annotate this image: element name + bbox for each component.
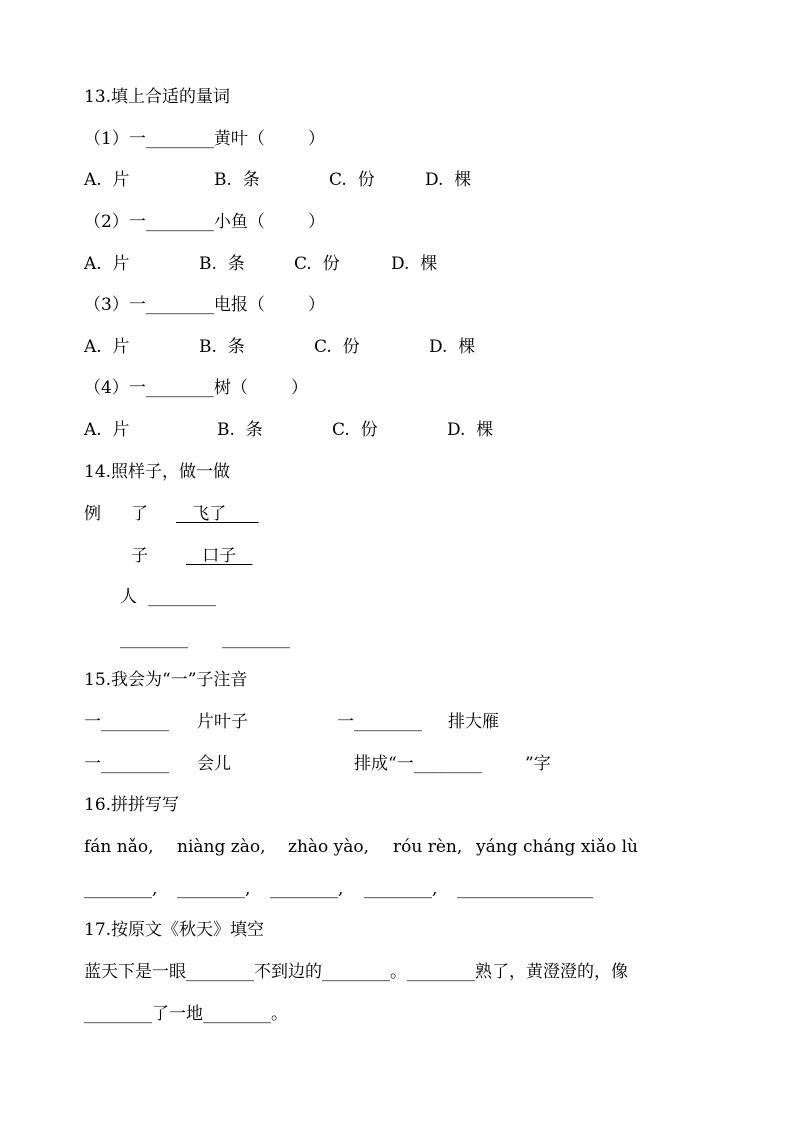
q15-row1-text2: 排大雁 xyxy=(448,712,499,732)
q13-item4-option-a: A. 片 xyxy=(84,420,130,440)
q14-row2-char: 子 xyxy=(131,546,148,566)
q13-item3-option-a: A. 片 xyxy=(84,337,130,357)
q13-item3-option-c: C. 份 xyxy=(314,337,360,357)
q15-row1-text1: 片叶子 xyxy=(197,712,248,732)
q13-title: 13.填上合适的量词 xyxy=(84,87,231,107)
q14-row2-answer: 口子 xyxy=(186,546,253,566)
q16-blank-2[interactable]: ________, xyxy=(177,879,251,899)
q13-item1-option-a: A. 片 xyxy=(84,170,130,190)
q13-item1-option-b: B. 条 xyxy=(214,170,260,190)
q13-item1-option-d: D. 棵 xyxy=(425,170,472,190)
q13-item3-option-b: B. 条 xyxy=(199,337,245,357)
q15-title: 15.我会为“一”子注音 xyxy=(84,670,248,690)
q16-pinyin-1: fán nǎo, xyxy=(84,837,154,857)
q13-item3-stem: （3）一________电报（ ） xyxy=(84,295,326,315)
q14-row1-char: 了 xyxy=(131,504,148,524)
q17-line-2: ________了一地________。 xyxy=(84,1004,288,1024)
q15-row1-blank2[interactable]: 一________ xyxy=(337,712,422,732)
q15-row2-blank2[interactable]: 排成“一________ xyxy=(354,754,482,774)
q13-item2-option-d: D. 棵 xyxy=(391,254,438,274)
q14-row1-answer: 飞了 xyxy=(176,504,259,524)
q13-item4-option-c: C. 份 xyxy=(332,420,378,440)
q16-blank-5[interactable]: ________________ xyxy=(457,879,593,899)
q15-row2-text1: 会儿 xyxy=(197,754,231,774)
q16-pinyin-4: róu rèn, xyxy=(393,837,463,857)
q15-row2-blank1[interactable]: 一________ xyxy=(84,754,169,774)
q13-item4-option-b: B. 条 xyxy=(217,420,263,440)
q16-blank-4[interactable]: ________, xyxy=(364,879,438,899)
q13-item2-stem: （2）一________小鱼（ ） xyxy=(84,212,326,232)
q13-item1-stem: （1）一________黄叶（ ） xyxy=(84,129,326,149)
q17-title: 17.按原文《秋天》填空 xyxy=(84,920,265,940)
q13-item3-option-d: D. 棵 xyxy=(429,337,476,357)
q16-pinyin-5: yáng cháng xiǎo lù xyxy=(476,837,638,857)
q14-row3-answer-blank[interactable]: ________ xyxy=(148,587,216,607)
q14-row3-char: 人 xyxy=(120,587,137,607)
q14-blank-b[interactable]: ________ xyxy=(222,629,290,649)
q16-pinyin-2: niàng zào, xyxy=(177,837,266,857)
q17-line-1: 蓝天下是一眼________不到边的________。________熟了，黄澄澄的，像 xyxy=(84,962,628,982)
q16-blank-3[interactable]: ________, xyxy=(270,879,344,899)
q13-item4-stem: （4）一________树（ ） xyxy=(84,378,309,398)
q13-item4-option-d: D. 棵 xyxy=(447,420,494,440)
q16-pinyin-3: zhào yào, xyxy=(288,837,370,857)
q14-example-label: 例 xyxy=(84,504,101,524)
q13-item2-option-a: A. 片 xyxy=(84,254,130,274)
q16-title: 16.拼拼写写 xyxy=(84,795,180,815)
q13-item2-option-c: C. 份 xyxy=(294,254,340,274)
q15-row1-blank1[interactable]: 一________ xyxy=(84,712,169,732)
q14-blank-a[interactable]: ________ xyxy=(120,629,188,649)
q16-blank-1[interactable]: ________, xyxy=(84,879,158,899)
q13-item2-option-b: B. 条 xyxy=(199,254,245,274)
q13-item1-option-c: C. 份 xyxy=(329,170,375,190)
q14-title: 14.照样子，做一做 xyxy=(84,462,231,482)
q15-row2-text2: ”字 xyxy=(525,754,551,774)
